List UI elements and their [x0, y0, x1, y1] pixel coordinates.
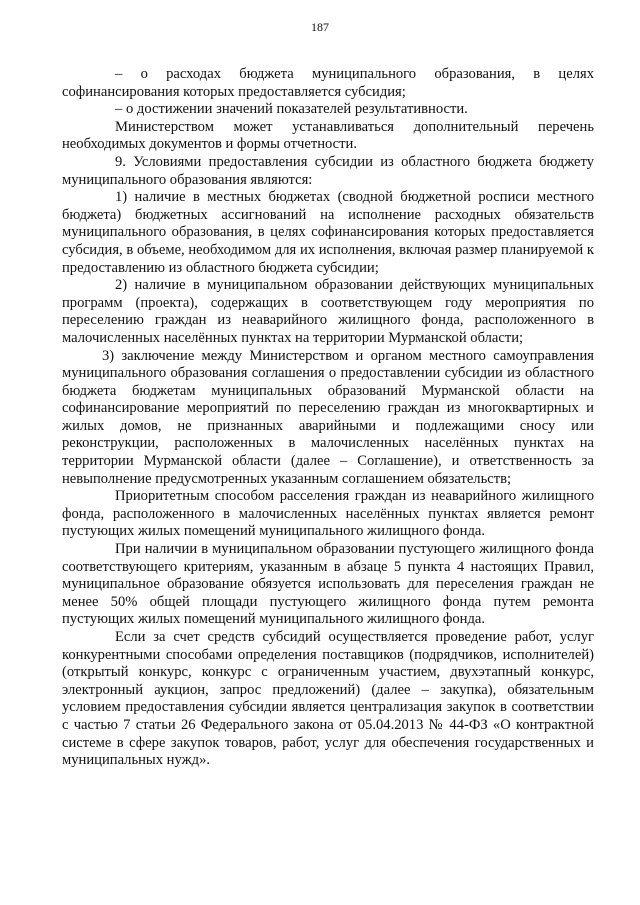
paragraph: 2) наличие в муниципальном образовании действующих муниципальных программ (проекта), содержащих в соответствующем году мероприятия по переселению граждан из неаварийного жилищного фонда, расположенного в малочисленных населённых пунктах на территории Мурманской области;: [62, 277, 594, 346]
paragraph: 1) наличие в местных бюджетах (сводной бюджетной росписи местного бюджета) бюджетных ассигнований на исполнение расходных обязательств муниципального образования, в целях софинансирования которых предоставляется субсидия, в объеме, необходимом для их исполнения, включая размер планируемой к предоставлению из областного бюджета субсидии;: [62, 189, 594, 276]
paragraph: – о достижении значений показателей результативности.: [115, 101, 468, 118]
paragraph: 9. Условиями предоставления субсидии из областного бюджета бюджету муниципального образования являются:: [62, 153, 594, 188]
paragraph: При наличии в муниципальном образовании пустующего жилищного фонда соответствующего критериям, указанным в абзаце 5 пункта 4 настоящих Правил, муниципальное образование обязуется использовать для переселения граждан не менее 50% общей площади пустующего жилищного фонда путем ремонта пустующих жилых помещений муниципального жилищного фонда.: [62, 541, 594, 628]
paragraph: Приоритетным способом расселения граждан из неаварийного жилищного фонда, расположенного в малочисленных населённых пунктах является ремонт пустующих жилых помещений муниципального жилищного фонда.: [62, 488, 594, 540]
page-number: 187: [311, 20, 329, 34]
paragraph: Если за счет средств субсидий осуществляется проведение работ, услуг конкурентными способами определения поставщиков (подрядчиков, исполнителей) (открытый конкурс, конкурс с ограниченным участием, двухэтапный конкурс, электронный аукцион, запрос предложений) (далее – закупка), обязательным условием предоставления субсидии является централизация закупок в соответствии с частью 7 статьи 26 Федерального закона от 05.04.2013 № 44-ФЗ «О контрактной системе в сфере закупок товаров, работ, услуг для обеспечения государственных и муниципальных нужд».: [62, 629, 594, 769]
paragraph: Министерством может устанавливаться дополнительный перечень необходимых документов и формы отчетности.: [62, 118, 594, 153]
document-body: [62, 66, 594, 770]
paragraph: 3) заключение между Министерством и органом местного самоуправления муниципального образования соглашения о предоставлении субсидии из областного бюджета бюджетам муниципальных образований Мурманской области на софинансирование мероприятий по переселению граждан из многоквартирных и жилых домов, не признанных аварийными и подлежащими сносу или реконструкции, расположенных в малочисленных населённых пунктах на территории Мурманской области (далее – Соглашение), и ответственность за невыполнение предусмотренных указанным соглашением обязательств;: [62, 347, 594, 487]
paragraph: – о расходах бюджета муниципального образования, в целях софинансирования которых предоставляется субсидия;: [62, 66, 594, 100]
